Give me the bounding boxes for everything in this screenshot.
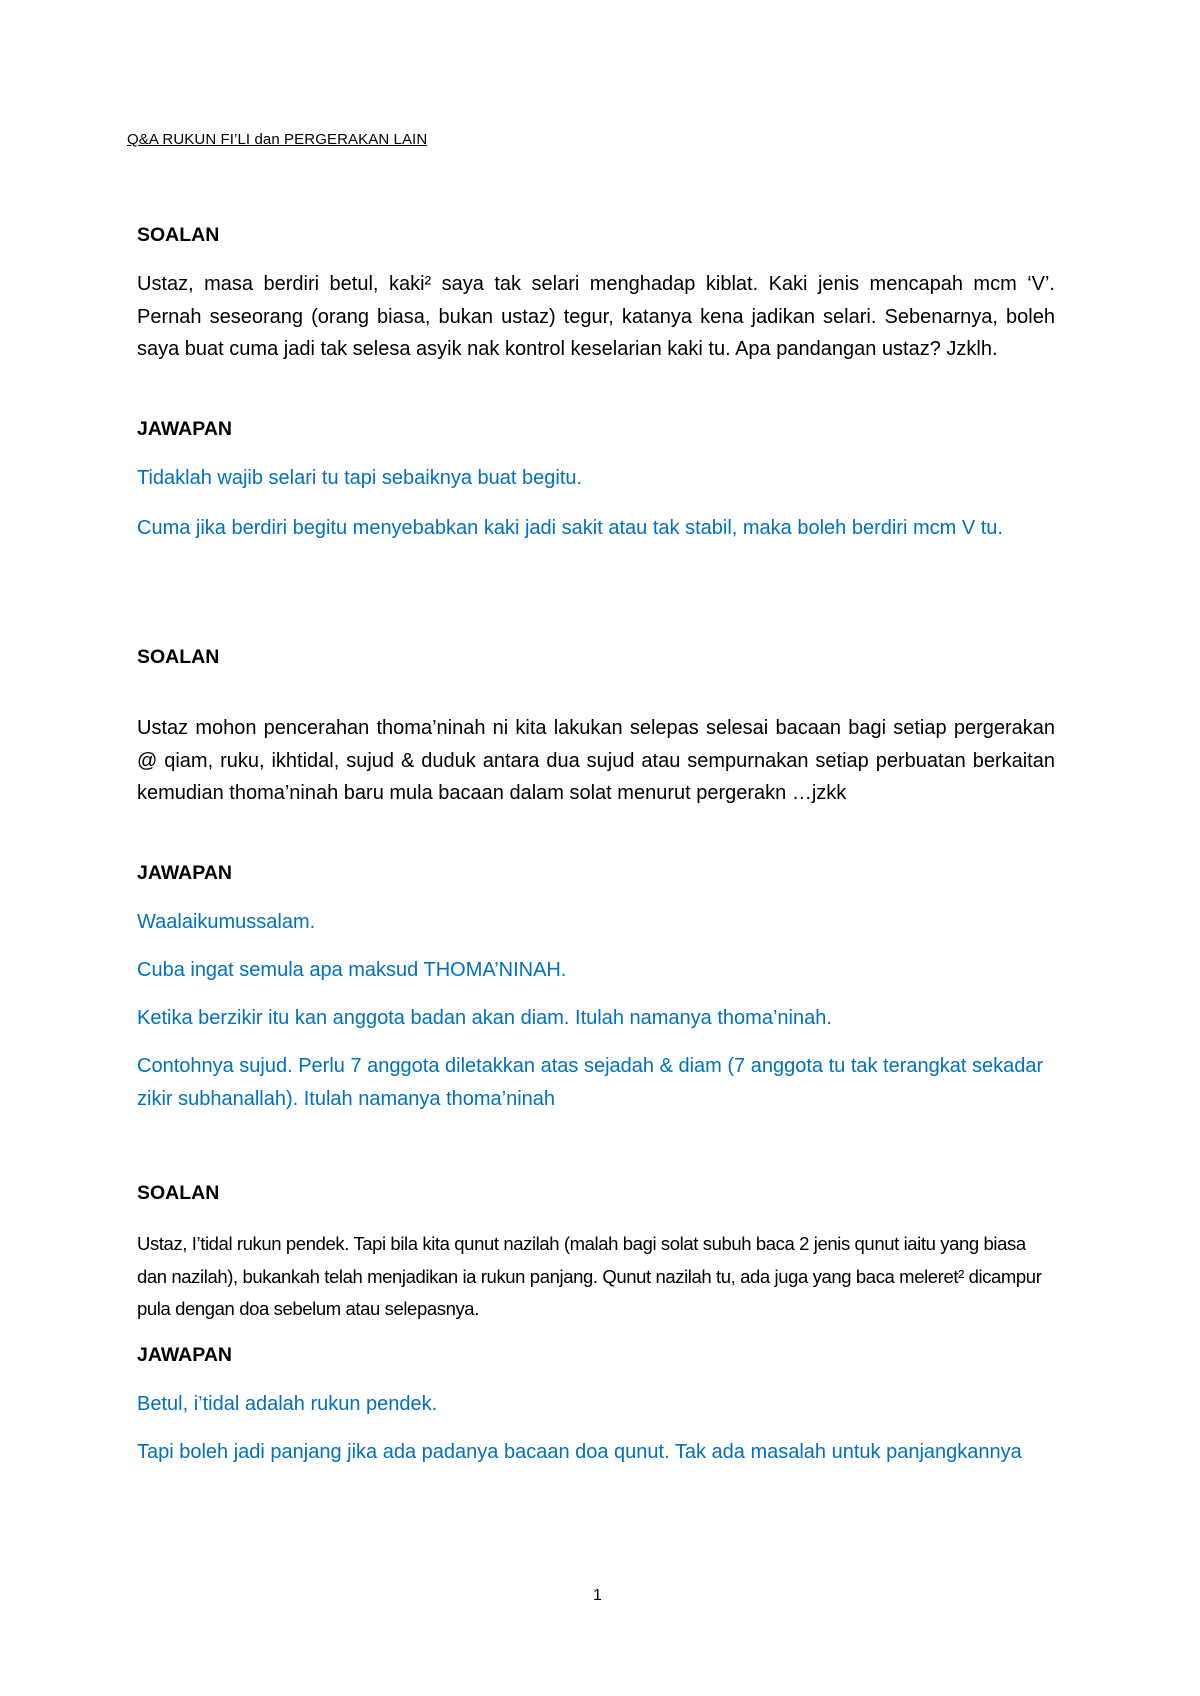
question-label: SOALAN [137,1182,220,1204]
question-text: Ustaz mohon pencerahan thoma’ninah ni kita lakukan selepas selesai bacaan bagi setiap pergerakan @ qiam, ruku, ikhtidal, sujud & duduk antara dua sujud atau sempurnakan setiap perbuatan berkaitan kemudian thoma’ninah baru mula bacaan dalam solat menurut pergerakn …jzkk [137,717,1055,804]
answer-label: JAWAPAN [137,418,232,440]
answer-text: Cuma jika berdiri begitu menyebabkan kaki jadi sakit atau tak stabil, maka boleh berdiri mcm V tu. [137,517,1003,539]
answer-text: Waalaikumussalam. [137,911,316,933]
answer-text: Cuba ingat semula apa maksud THOMA’NINAH. [137,959,567,981]
document-title: Q&A RUKUN FI’LI dan PERGERAKAN LAIN [127,131,428,148]
answer-text: Contohnya sujud. Perlu 7 anggota diletakkan atas sejadah & diam (7 anggota tu tak terangkat sekadar zikir subhanallah). Itulah namanya thoma’ninah [137,1055,1044,1110]
answer-text: Ketika berzikir itu kan anggota badan akan diam. Itulah namanya thoma’ninah. [137,1007,832,1029]
answer-label: JAWAPAN [137,1344,232,1366]
question-label: SOALAN [137,224,220,246]
answer-text: Betul, i’tidal adalah rukun pendek. [137,1393,438,1415]
question-text: Ustaz, I’tidal rukun pendek. Tapi bila kita qunut nazilah (malah bagi solat subuh baca 2 jenis qunut iaitu yang biasa dan nazilah), bukankah telah menjadikan ia rukun panjang. Qunut nazilah tu, ada juga yang baca meleret² dicampur pula dengan doa sebelum atau selepasnya. [137,1233,1042,1319]
page-number: 1 [593,1587,602,1604]
question-text: Ustaz, masa berdiri betul, kaki² saya tak selari menghadap kiblat. Kaki jenis mencapah mcm ‘V’. Pernah seseorang (orang biasa, bukan ustaz) tegur, katanya kena jadikan selari. Sebenarnya, boleh saya buat cuma jadi tak selesa asyik nak kontrol keselarian kaki tu. Apa pandangan ustaz? Jzklh. [137,273,1055,360]
answer-text: Tidaklah wajib selari tu tapi sebaiknya buat begitu. [137,467,583,489]
answer-label: JAWAPAN [137,862,232,884]
answer-text: Tapi boleh jadi panjang jika ada padanya bacaan doa qunut. Tak ada masalah untuk panjangkannya [137,1441,1022,1463]
question-label: SOALAN [137,646,220,668]
